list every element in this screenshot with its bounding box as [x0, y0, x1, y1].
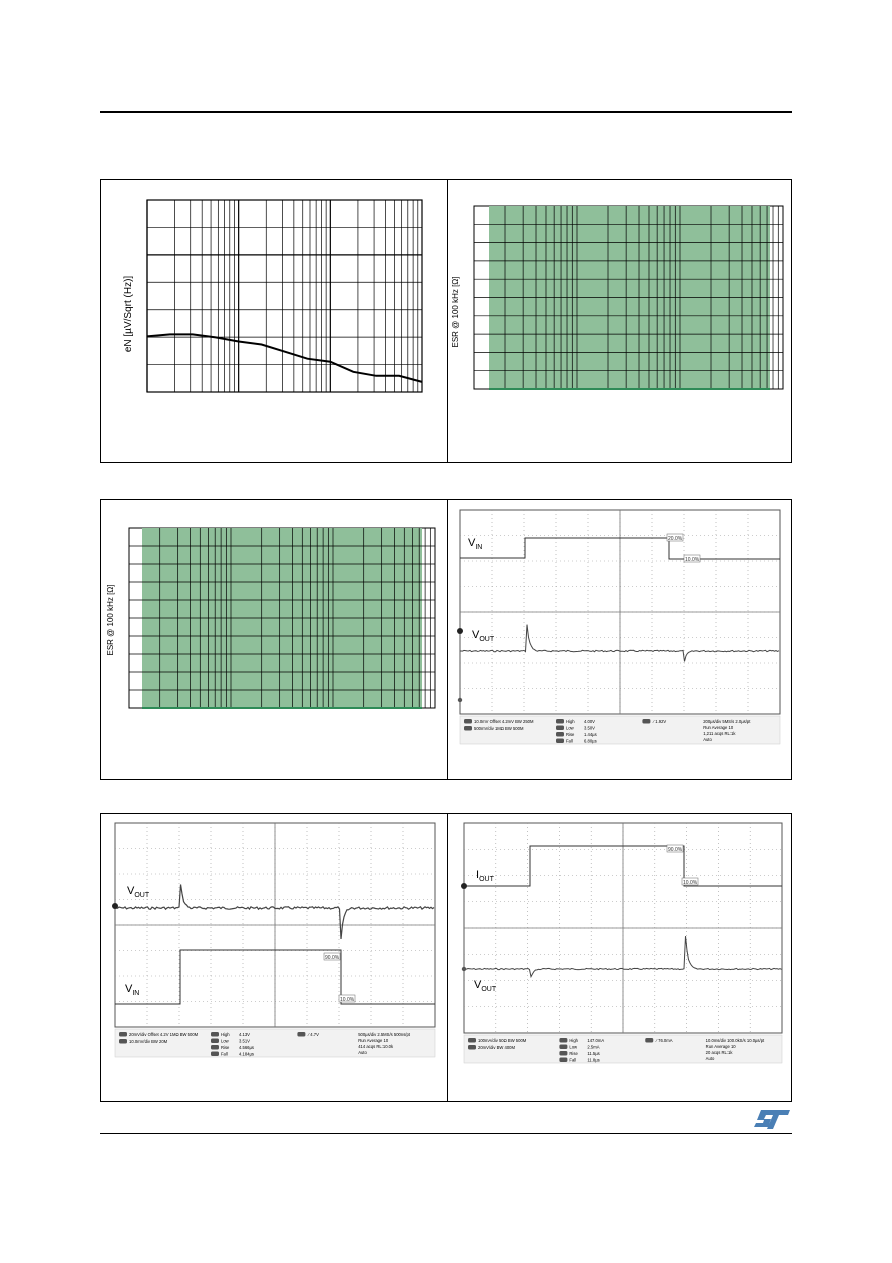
trace-1-label-sub: IN: [475, 544, 483, 551]
measurement-value: 3.50V: [584, 725, 595, 731]
measurement-value: 6.80µs: [584, 738, 597, 744]
trace-1-label: $V_{IN}$: [468, 537, 483, 551]
cursor-label-2: 10.0%: [685, 557, 700, 563]
measurement-label: Fall: [221, 1051, 228, 1057]
measurement-label: Fall: [569, 1057, 577, 1063]
readout-auto: Auto: [703, 737, 712, 742]
channel-marker-1: [457, 628, 463, 634]
readout-chip: [211, 1052, 219, 1057]
esr-chart-2-cell: [101, 500, 447, 779]
readout-acqs: 1,211 acqs RL:1k: [703, 731, 736, 736]
header-rule: [100, 111, 792, 113]
readout-ch1: 100mA/div 50Ω BW 500M: [478, 1038, 527, 1043]
trace-1-label: $V_{OUT}$: [127, 885, 150, 899]
scope-line-transient-2: [101, 814, 447, 1101]
cursor-label-2: 10.0%: [340, 997, 355, 1003]
channel-marker-2: [462, 967, 466, 971]
figure-row-3: [100, 813, 792, 1102]
trace-2-label-sub: OUT: [479, 636, 495, 643]
esr-chart-1: [448, 180, 792, 462]
readout-run: Run Average 10: [705, 1044, 736, 1049]
readout-chip: [645, 1038, 653, 1043]
measurement-value: 4.13V: [239, 1032, 250, 1037]
trace-1-label-sub: OUT: [479, 876, 494, 883]
noise-chart-plot-area: [147, 200, 422, 392]
measurement-label: High: [221, 1032, 230, 1037]
noise-chart-ylabel: eN [µV/Sqrt (Hz)]: [123, 275, 134, 353]
st-logo-mark: [754, 1110, 790, 1129]
cursor-label-1: 20.0%: [668, 536, 683, 542]
footer-rule: [100, 1133, 792, 1134]
measurement-value: 4.566µs: [239, 1045, 254, 1050]
readout-run: Run Average 10: [703, 725, 734, 730]
measurement-label: Rise: [566, 732, 575, 737]
readout-run: Run Average 10: [358, 1038, 389, 1043]
cursor-label-2: 10.0%: [683, 880, 698, 886]
measurement-label: High: [569, 1038, 579, 1043]
readout-trigger: ⁄ 76.0mA: [656, 1038, 673, 1043]
readout-chip: [468, 1038, 476, 1043]
st-logo: [752, 1107, 792, 1131]
readout-timebase: 200µs/div 5MS/s 2.0µs/pt: [703, 719, 751, 724]
readout-timebase: 500µs/div 2.5MS/s 500ns/pt: [358, 1032, 410, 1037]
trace-1-label-sub: OUT: [134, 892, 150, 899]
channel-marker-1: [461, 883, 467, 889]
scope-load-transient: [448, 814, 792, 1101]
readout-chip: [297, 1032, 305, 1037]
trace-2-label-sub: IN: [132, 990, 140, 997]
trace-2-label-sub: OUT: [481, 986, 497, 993]
scope-3-cell: [447, 814, 792, 1101]
readout-trigger: ⁄ 1.92V: [653, 719, 667, 724]
readout-ch2: 10.0mV/div BW 20M: [129, 1039, 168, 1044]
readout-chip: [556, 726, 564, 731]
measurement-value: 4.00V: [584, 719, 595, 724]
measurement-value: 1.44µs: [584, 732, 597, 737]
channel-marker-2: [458, 698, 462, 702]
measurement-label: Low: [566, 725, 574, 731]
trace-1-label: $I_{OUT}$: [476, 869, 494, 883]
readout-acqs: 414 acqs RL:10.0k: [358, 1044, 394, 1049]
trace-2-label: $V_{IN}$: [125, 983, 140, 997]
scope-line-transient: [448, 500, 792, 779]
esr-chart-2-ylabel: ESR @ 100 kHz [Ω]: [106, 584, 115, 656]
readout-chip: [464, 719, 472, 724]
figure-row-1: [100, 179, 792, 463]
readout-chip: [211, 1032, 219, 1037]
measurement-label: Rise: [221, 1045, 230, 1050]
scope-2-cell: [101, 814, 447, 1101]
scope-1-cell: [447, 500, 792, 779]
channel-marker-1: [112, 903, 118, 909]
readout-chip: [642, 719, 650, 724]
readout-ch2: 20mV/div BW 400M: [478, 1045, 516, 1050]
cursor-label-1: 90.0%: [668, 847, 683, 853]
readout-timebase: 10.0ms/div 100.0kS/s 10.0µs/pt: [705, 1038, 765, 1043]
measurement-value: 11.5µs: [587, 1051, 600, 1056]
readout-chip: [556, 719, 564, 724]
measurement-label: Fall: [566, 738, 573, 744]
trace-2-label: $V_{OUT}$: [472, 629, 495, 643]
readout-auto: Auto: [705, 1056, 715, 1061]
esr-chart-1-cell: [447, 180, 792, 462]
readout-trigger: ⁄ 4.7V: [308, 1032, 319, 1037]
measurement-value: 4.184µs: [239, 1051, 254, 1057]
readout-acqs: 20 acqs RL:1k: [705, 1050, 733, 1055]
readout-ch2: 500mV/div 1MΩ BW 500M: [474, 726, 524, 731]
measurement-label: High: [566, 719, 575, 724]
figure-row-2: [100, 499, 792, 780]
measurement-value: 11.8µs: [587, 1057, 600, 1063]
readout-chip: [464, 726, 472, 731]
measurement-label: Rise: [569, 1051, 578, 1056]
cursor-label-1: 90.0%: [325, 955, 340, 961]
measurement-value: 147.0mA: [587, 1038, 605, 1043]
readout-chip: [559, 1058, 567, 1063]
readout-chip: [556, 739, 564, 744]
readout-chip: [468, 1045, 476, 1050]
readout-auto: Auto: [358, 1050, 367, 1055]
noise-chart: [101, 180, 447, 462]
readout-ch1: 10.0mV Offset 4.2mV BW 250M: [474, 719, 534, 724]
readout-chip: [559, 1038, 567, 1043]
trace-2-label: $V_{OUT}$: [474, 979, 497, 993]
readout-chip: [211, 1039, 219, 1044]
readout-chip: [559, 1045, 567, 1050]
measurement-label: Low: [221, 1038, 229, 1044]
esr-chart-2: [101, 500, 447, 779]
noise-chart-cell: [101, 180, 447, 462]
readout-chip: [559, 1051, 567, 1056]
readout-chip: [119, 1039, 127, 1044]
readout-ch1: 20mV/div Offset 4.2V 1MΩ BW 500M: [129, 1032, 199, 1037]
measurement-value: 3.51V: [239, 1038, 250, 1044]
measurement-value: 2.5mA: [587, 1044, 600, 1050]
readout-chip: [556, 732, 564, 737]
readout-chip: [119, 1032, 127, 1037]
esr-chart-1-ylabel: ESR @ 100 kHz [Ω]: [451, 276, 460, 348]
readout-chip: [211, 1045, 219, 1050]
measurement-label: Low: [569, 1044, 578, 1050]
